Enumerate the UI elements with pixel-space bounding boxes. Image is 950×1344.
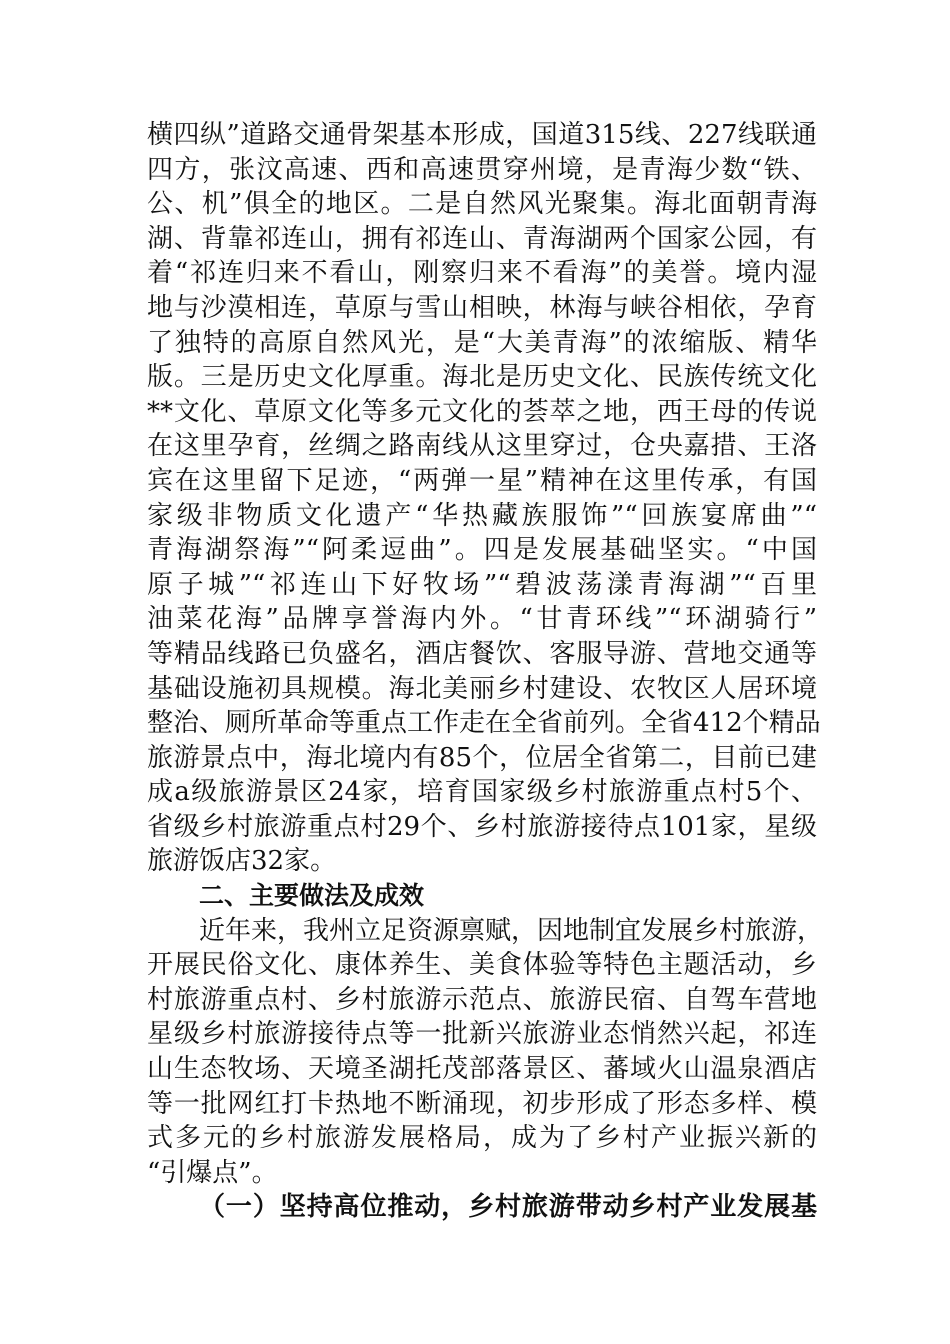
paragraph-line: 湖、背靠祁连山，拥有祁连山、青海湖两个国家公园，有	[147, 223, 817, 254]
paragraph-line: 等精品线路已负盛名，酒店餐饮、客服导游、营地交通等	[147, 638, 817, 669]
paragraph-line: 四方，张汶高速、西和高速贯穿州境，是青海少数“铁、	[147, 154, 817, 185]
paragraph-line: 旅游饭店32家。	[147, 846, 337, 877]
paragraph-line: 省级乡村旅游重点村29个、乡村旅游接待点101家，星级	[147, 811, 817, 842]
paragraph-line: 基础设施初具规模。海北美丽乡村建设、农牧区人居环境	[147, 673, 817, 704]
paragraph-line: 式多元的乡村旅游发展格局，成为了乡村产业振兴新的	[147, 1123, 817, 1154]
paragraph-line: **文化、草原文化等多元文化的荟萃之地，西王母的传说	[147, 396, 817, 427]
paragraph-line: 整治、厕所革命等重点工作走在全省前列。全省412个精品	[147, 708, 821, 739]
paragraph-line: 山生态牧场、天境圣湖托茂部落景区、蕃域火山温泉酒店	[147, 1054, 817, 1085]
paragraph-line: 星级乡村旅游接待点等一批新兴旅游业态悄然兴起，祁连	[147, 1019, 817, 1050]
paragraph-line: 油菜花海”品牌享誉海内外。“甘青环线”“环湖骑行”	[147, 604, 817, 635]
paragraph-line: “引爆点”。	[147, 1157, 278, 1188]
paragraph-line: 着“祁连归来不看山，刚察归来不看海”的美誉。境内湿	[147, 258, 817, 289]
paragraph-line: 村旅游重点村、乡村旅游示范点、旅游民宿、自驾车营地	[147, 984, 817, 1015]
paragraph-line: 地与沙漠相连，草原与雪山相映，林海与峡谷相依，孕育	[147, 292, 817, 323]
paragraph-line: 原子城”“祁连山下好牧场”“碧波荡漾青海湖”“百里	[147, 569, 817, 600]
paragraph-line: 在这里孕育，丝绸之路南线从这里穿过，仓央嘉措、王洛	[147, 431, 817, 462]
paragraph-line: 旅游景点中，海北境内有85个，位居全省第二，目前已建	[147, 742, 817, 773]
paragraph-line: 开展民俗文化、康体养生、美食体验等特色主题活动，乡	[147, 950, 817, 981]
paragraph-line: 家级非物质文化遗产“华热藏族服饰”“回族宴席曲”“	[147, 500, 817, 531]
paragraph-line: 等一批网红打卡热地不断涌现，初步形成了形态多样、模	[147, 1088, 817, 1119]
document-body	[147, 118, 824, 1225]
paragraph-line: 近年来，我州立足资源禀赋，因地制宜发展乡村旅游，	[199, 915, 824, 946]
paragraph-line: 公、机”俱全的地区。二是自然风光聚集。海北面朝青海	[147, 189, 817, 220]
section-heading: 二、主要做法及成效	[199, 881, 425, 911]
paragraph-line: 版。三是历史文化厚重。海北是历史文化、民族传统文化	[147, 362, 817, 393]
subsection-heading: （一）坚持高位推动，乡村旅游带动乡村产业发展基	[199, 1192, 817, 1223]
paragraph-line: 了独特的高原自然风光，是“大美青海”的浓缩版、精华	[147, 327, 817, 358]
paragraph-line: 宾在这里留下足迹，“两弹一星”精神在这里传承，有国	[147, 465, 817, 496]
paragraph-line: 成a级旅游景区24家，培育国家级乡村旅游重点村5个、	[147, 777, 817, 808]
paragraph-line: 青海湖祭海”“阿柔逗曲”。四是发展基础坚实。“中国	[147, 535, 817, 566]
paragraph-line: 横四纵”道路交通骨架基本形成，国道315线、227线联通	[147, 120, 817, 150]
